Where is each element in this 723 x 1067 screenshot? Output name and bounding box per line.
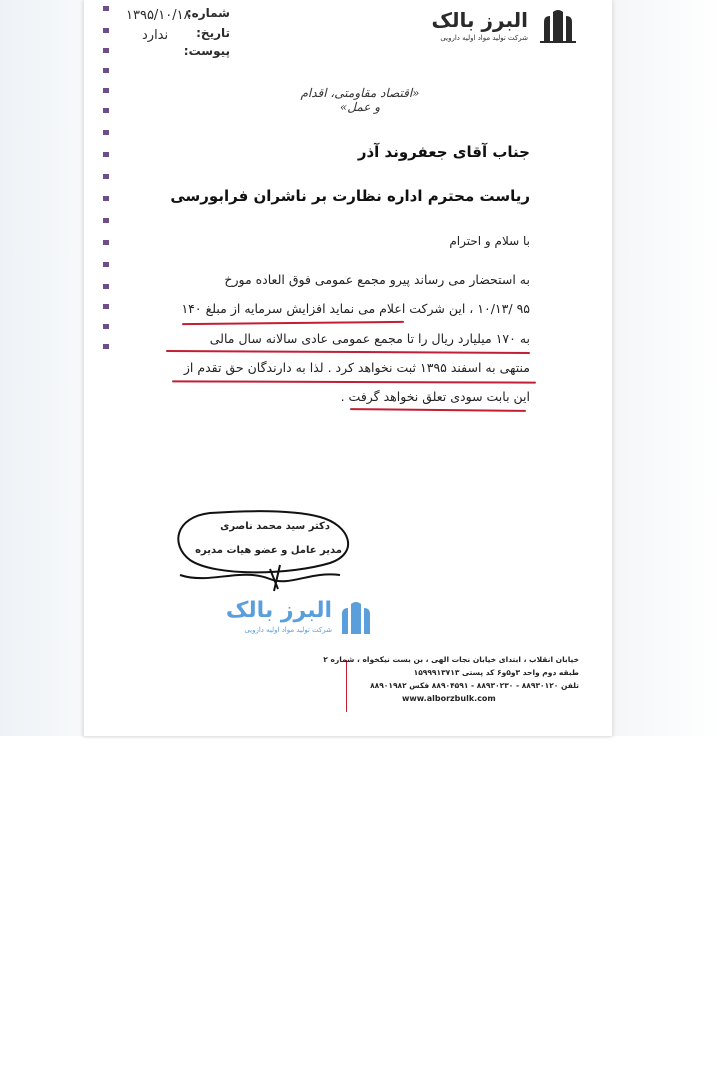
stamp-logo-icon (336, 600, 376, 636)
footer-address-line-2: طبقه دوم واحد ۳و۵و۶ کد پستی ۱۵۹۹۹۱۳۷۱۳ (413, 668, 579, 677)
body-line-4: منتهی به اسفند ۱۳۹۵ ثبت نخواهد کرد . لذا به دارندگان حق تقدم از (183, 360, 530, 375)
footer-address-line-1: خیابان انقلاب ، ابتدای خیابان نجات الهی ، بن بست نیکخواه ، شماره ۲ (323, 655, 579, 664)
addressee: جناب آقای جعفروند آذر (357, 143, 530, 161)
body-line-3: به ۱۷۰ میلیارد ریال را تا مجمع عمومی عادی سالانه سال مالی (209, 331, 530, 346)
scan-background-left (0, 0, 84, 736)
greeting: با سلام و احترام (449, 234, 530, 248)
footer-divider (346, 660, 347, 712)
number-label: شماره: (186, 6, 230, 20)
attachment-value: ندارد (142, 28, 169, 43)
building-logo-icon (538, 8, 578, 44)
company-stamp (180, 598, 380, 642)
letterhead-brand: البرز بالک (431, 8, 528, 32)
body-line-1: به استحضار می رساند پیرو مجمع عمومی فوق العاده مورخ (224, 272, 530, 287)
stamp-brand: البرز بالک (225, 598, 332, 623)
footer-website: www.alborzbulk.com (402, 694, 496, 703)
body-line-2: ۹۵ /۱۰/۱۳ ، این شرکت اعلام می نماید افزایش سرمایه از مبلغ ۱۴۰ (181, 301, 530, 316)
stamp-subtitle: شرکت تولید مواد اولیه دارویی (244, 626, 332, 634)
date-value: ۱۳۹۵/۱۰/۱۸ (126, 8, 191, 23)
letter-meta (120, 4, 230, 60)
footer-phone-line: تلفن ۸۸۹۳۰۱۲۰ - ۸۸۹۳۰۲۳۰ - ۸۸۹۰۴۵۹۱ فکس ۸۸۹۰۱۹۸۲ (370, 681, 579, 690)
slogan: «اقتصاد مقاومتی، اقدام و عمل» (300, 86, 420, 114)
signatory-role: مدیر عامل و عضو هیات مدیره (195, 545, 342, 556)
body-line-5: این بابت سودی تعلق نخواهد گرفت . (340, 389, 530, 404)
attachment-label: پیوست: (183, 44, 230, 58)
letterhead-subtitle: شرکت تولید مواد اولیه دارویی (440, 34, 528, 42)
signature-block (170, 505, 360, 595)
date-label: تاریخ: (196, 26, 230, 40)
signatory-name: دکتر سید محمد ناصری (220, 521, 330, 532)
letter-title: ریاست محترم اداره نظارت بر ناشران فرابورسی (170, 187, 530, 205)
letterhead-logo (400, 6, 580, 46)
scan-background-right (612, 0, 723, 736)
punch-margin-marks (100, 0, 112, 360)
